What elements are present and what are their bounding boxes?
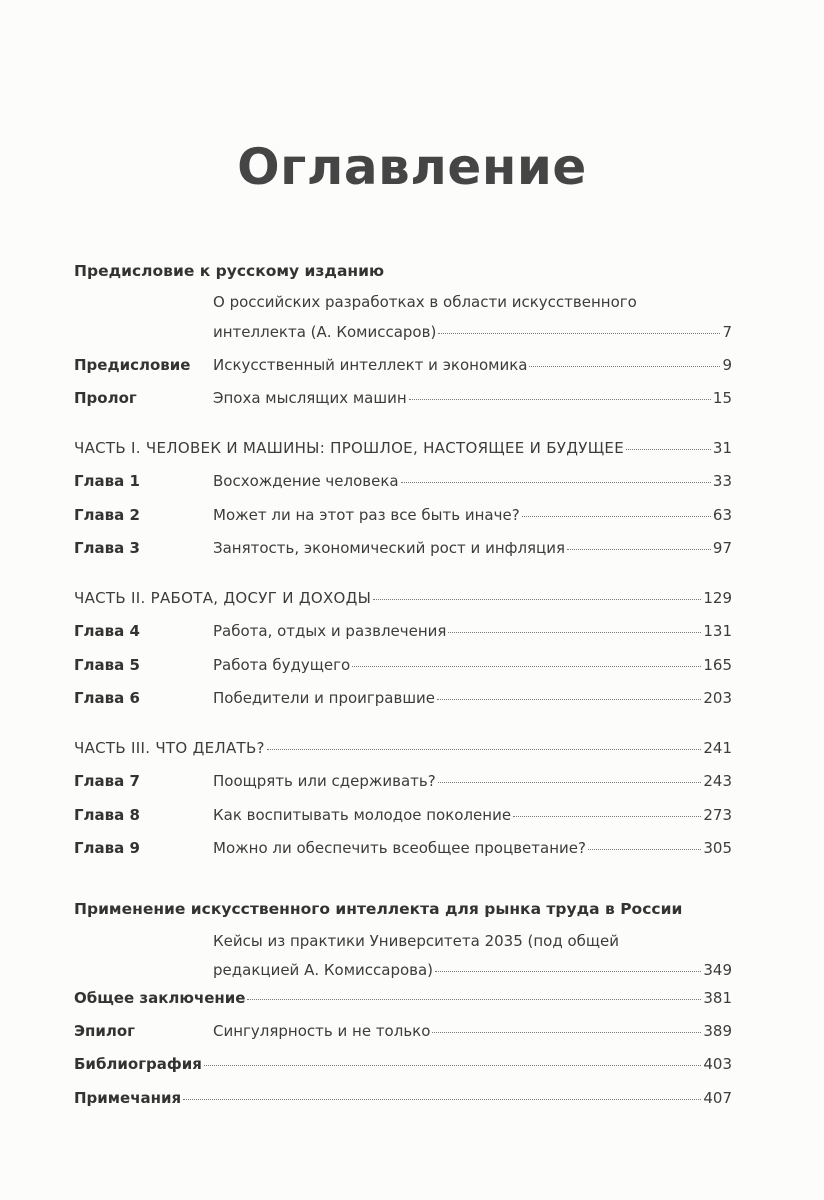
- page-number: 407: [703, 1089, 732, 1107]
- entry-label: Библиография: [74, 1055, 202, 1073]
- page-number: 131: [703, 622, 732, 640]
- entry-title: Как воспитывать молодое поколение: [213, 806, 512, 824]
- part-heading: ЧАСТЬ II. РАБОТА, ДОСУГ И ДОХОДЫ: [74, 589, 372, 607]
- dot-leader: [204, 1064, 701, 1066]
- toc-entry-chapter-9[interactable]: [74, 838, 732, 858]
- page-number: 15: [712, 389, 732, 407]
- toc-part-1[interactable]: [74, 438, 732, 458]
- entry-label: Глава 6: [74, 689, 140, 707]
- toc-entry-conclusion[interactable]: [74, 988, 732, 1008]
- page-number: 9: [722, 356, 732, 374]
- page-number: 33: [712, 472, 732, 490]
- foreword-ru-heading: Предисловие к русскому изданию: [74, 262, 385, 280]
- russia-line2: редакцией А. Комиссарова): [213, 961, 434, 979]
- entry-title: Победители и проигравшие: [213, 689, 436, 707]
- page-number: 243: [703, 772, 732, 790]
- dot-leader: [529, 365, 720, 367]
- entry-label: Пролог: [74, 389, 137, 407]
- toc-entry-russia[interactable]: [213, 960, 732, 980]
- entry-title: Сингулярность и не только: [213, 1022, 431, 1040]
- page-number: 129: [703, 589, 732, 607]
- foreword-ru-line1: О российских разработках в области искусственного: [213, 293, 637, 311]
- toc-part-3[interactable]: [74, 738, 732, 758]
- page-number: 381: [703, 989, 732, 1007]
- entry-label: Глава 3: [74, 539, 140, 557]
- toc-entry-chapter-4[interactable]: [74, 621, 732, 641]
- dot-leader: [267, 748, 702, 750]
- foreword-ru-line2: интеллекта (А. Комиссаров): [213, 323, 437, 341]
- toc-entry-chapter-5[interactable]: [74, 655, 732, 675]
- entry-label: Общее заключение: [74, 989, 246, 1007]
- toc-entry-epilogue[interactable]: [74, 1021, 732, 1041]
- entry-title: Искусственный интеллект и экономика: [213, 356, 528, 374]
- entry-title: Работа будущего: [213, 656, 351, 674]
- entry-label: Глава 4: [74, 622, 140, 640]
- page-number: 349: [703, 961, 732, 979]
- page-number: 389: [703, 1022, 732, 1040]
- page-number: 403: [703, 1055, 732, 1073]
- dot-leader: [438, 332, 720, 334]
- entry-title: Эпоха мыслящих машин: [213, 389, 407, 407]
- entry-label: Глава 8: [74, 806, 140, 824]
- toc-part-2[interactable]: [74, 588, 732, 608]
- toc-entry-chapter-2[interactable]: [74, 505, 732, 525]
- entry-title: Занятость, экономический рост и инфляция: [213, 539, 566, 557]
- russia-heading: Применение искусственного интеллекта для рынка труда в России: [74, 900, 683, 918]
- page-number: 305: [703, 839, 732, 857]
- toc-entry-chapter-1[interactable]: [74, 471, 732, 491]
- toc-entry-foreword[interactable]: [74, 355, 732, 375]
- dot-leader: [373, 598, 701, 600]
- entry-title: Можно ли обеспечить всеобщее процветание?: [213, 839, 586, 857]
- toc-entry-prologue[interactable]: [74, 388, 732, 408]
- part-heading: ЧАСТЬ III. ЧТО ДЕЛАТЬ?: [74, 739, 265, 757]
- page-title: Оглавление: [237, 138, 587, 196]
- dot-leader: [588, 848, 701, 850]
- entry-label: Глава 7: [74, 772, 140, 790]
- entry-title: Поощрять или сдерживать?: [213, 772, 436, 790]
- entry-label: Глава 5: [74, 656, 140, 674]
- entry-label: Предисловие: [74, 356, 191, 374]
- entry-title: Восхождение человека: [213, 472, 399, 490]
- dot-leader: [183, 1098, 701, 1100]
- page-number: 97: [712, 539, 732, 557]
- page-number: 273: [703, 806, 732, 824]
- entry-label: Глава 1: [74, 472, 140, 490]
- page-number: 7: [722, 323, 732, 341]
- entry-label: Глава 9: [74, 839, 140, 857]
- entry-label: Глава 2: [74, 506, 140, 524]
- toc-entry-chapter-8[interactable]: [74, 805, 732, 825]
- dot-leader: [522, 515, 711, 517]
- page-number: 241: [703, 739, 732, 757]
- dot-leader: [401, 481, 711, 483]
- page-number: 63: [712, 506, 732, 524]
- dot-leader: [247, 998, 701, 1000]
- toc-entry-chapter-6[interactable]: [74, 688, 732, 708]
- toc-entry-bibliography[interactable]: [74, 1054, 732, 1074]
- entry-label: Примечания: [74, 1089, 182, 1107]
- dot-leader: [409, 398, 711, 400]
- entry-label: Эпилог: [74, 1022, 136, 1040]
- entry-title: Может ли на этот раз все быть иначе?: [213, 506, 520, 524]
- page-number: 31: [712, 439, 732, 457]
- entry-title: Работа, отдых и развлечения: [213, 622, 447, 640]
- russia-line1: Кейсы из практики Университета 2035 (под общей: [213, 932, 620, 950]
- toc-entry-chapter-7[interactable]: [74, 771, 732, 791]
- part-heading: ЧАСТЬ I. ЧЕЛОВЕК И МАШИНЫ: ПРОШЛОЕ, НАСТОЯЩЕЕ И БУДУЩЕЕ: [74, 439, 624, 457]
- dot-leader: [437, 698, 701, 700]
- dot-leader: [352, 665, 701, 667]
- page-number: 165: [703, 656, 732, 674]
- dot-leader: [567, 548, 711, 550]
- page-number: 203: [703, 689, 732, 707]
- toc-entry-chapter-3[interactable]: [74, 538, 732, 558]
- toc-entry-foreword-ru[interactable]: [213, 322, 732, 342]
- dot-leader: [435, 970, 701, 972]
- dot-leader: [448, 631, 701, 633]
- dot-leader: [438, 781, 702, 783]
- dot-leader: [513, 815, 701, 817]
- dot-leader: [432, 1031, 701, 1033]
- dot-leader: [626, 448, 711, 450]
- toc-entry-notes[interactable]: [74, 1088, 732, 1108]
